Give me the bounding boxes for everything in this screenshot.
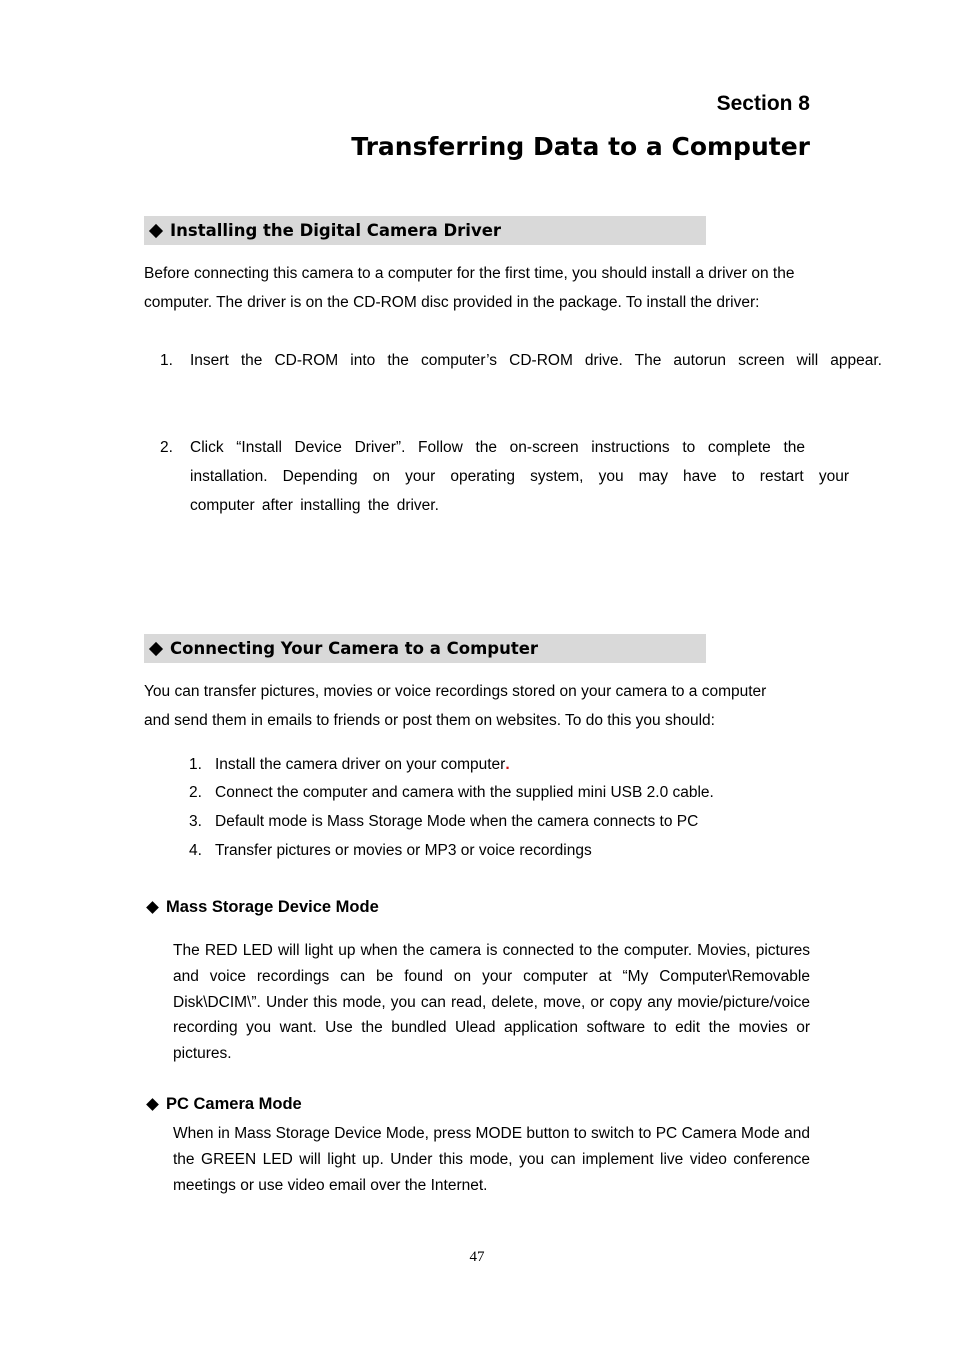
connect-step-2-number: 2. xyxy=(189,784,202,801)
connect-step-4-text: Transfer pictures or movies or MP3 or voice recordings xyxy=(215,842,592,859)
install-step-2-line-3: computer after installing the driver. xyxy=(190,497,439,514)
diamond-bullet-icon xyxy=(149,641,163,655)
connect-step-4-number: 4. xyxy=(189,842,202,859)
install-step-1-number: 1. xyxy=(160,352,173,369)
connect-step-1-number: 1. xyxy=(189,756,202,773)
install-step-2-number: 2. xyxy=(160,439,173,456)
connect-intro-line-2: and send them in emails to friends or post them on websites. To do this you should: xyxy=(144,712,715,729)
connect-heading: Connecting Your Camera to a Computer xyxy=(170,639,539,658)
install-step-2-line-1: Click “Install Device Driver”. Follow the on-screen instructions to complete the xyxy=(190,439,805,456)
install-step-2-line-2: installation. Depending on your operating system, you may have to restart your xyxy=(190,468,849,485)
connect-intro-line-1: You can transfer pictures, movies or voice recordings stored on your camera to a computer xyxy=(144,683,767,700)
section-label: Section 8 xyxy=(716,92,810,115)
diamond-bullet-icon xyxy=(146,901,159,914)
install-step-1-text: Insert the CD-ROM into the computer’s CD-ROM drive. The autorun screen will appear. xyxy=(190,352,882,369)
mass-storage-subheading xyxy=(144,898,379,917)
connect-step-2-text: Connect the computer and camera with the supplied mini USB 2.0 cable. xyxy=(215,784,714,801)
connect-step-3-text: Default mode is Mass Storage Mode when the camera connects to PC xyxy=(215,813,699,830)
mass-storage-heading: Mass Storage Device Mode xyxy=(166,898,379,916)
diamond-bullet-icon xyxy=(149,223,163,237)
page-title: Transferring Data to a Computer xyxy=(351,132,810,161)
install-heading-bar xyxy=(144,216,706,245)
page-number: 47 xyxy=(469,1249,485,1265)
install-intro-line-1: Before connecting this camera to a computer for the first time, you should install a driver on the xyxy=(144,265,795,282)
pc-camera-heading: PC Camera Mode xyxy=(166,1095,302,1113)
pc-camera-body: When in Mass Storage Device Mode, press MODE button to switch to PC Camera Mode and the GREEN LED will light up. Under this mode, you can implement live video conference meetings or use video email over the Internet. xyxy=(173,1125,810,1194)
connect-step-1-text: Install the camera driver on your computer xyxy=(215,756,506,773)
diamond-bullet-icon xyxy=(146,1098,159,1111)
install-heading: Installing the Digital Camera Driver xyxy=(170,221,502,240)
connect-step-1 xyxy=(215,750,510,779)
pc-camera-subheading xyxy=(144,1095,302,1114)
connect-heading-bar xyxy=(144,634,706,663)
mass-storage-body: The RED LED will light up when the camera is connected to the computer. Movies, pictures and voice recordings can be found on your computer at “My Computer\Removable Disk\DCIM\”. Under this mode, you can read, delete, move, or copy any movie/picture/voice recording you want. Use the bundled Ulead application software to edit the movies or pictures. xyxy=(173,942,810,1063)
connect-step-1-period: . xyxy=(505,756,510,773)
connect-step-3-number: 3. xyxy=(189,813,202,830)
install-intro-line-2: computer. The driver is on the CD-ROM disc provided in the package. To install the driver: xyxy=(144,294,760,311)
